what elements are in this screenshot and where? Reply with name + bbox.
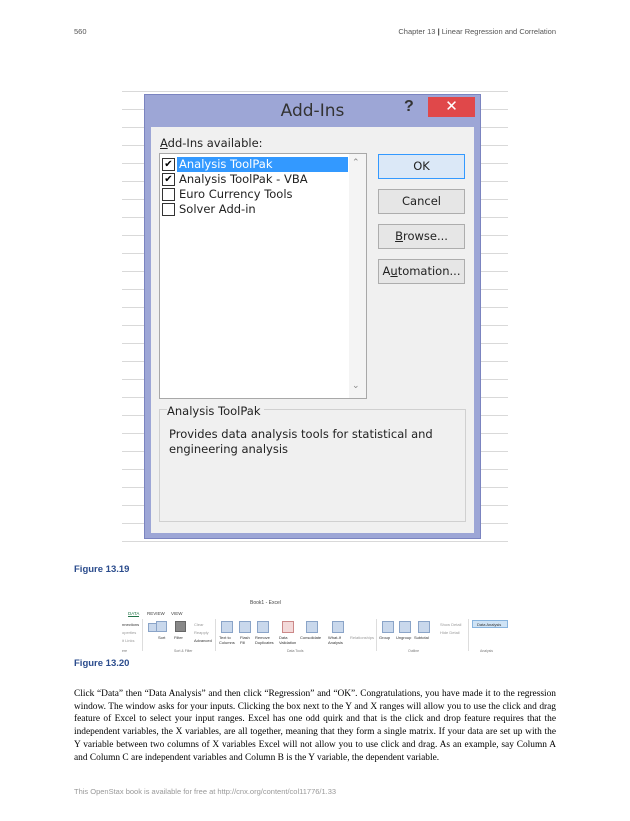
list-item[interactable] <box>162 187 348 202</box>
group-label: ere <box>122 649 128 653</box>
add-ins-dialog <box>144 94 481 539</box>
subtotal-icon[interactable] <box>418 621 430 633</box>
chapter-title: Linear Regression and Correlation <box>441 27 556 36</box>
list-item-label: Analysis ToolPak - VBA <box>179 172 308 186</box>
edit-links-item[interactable]: it Links <box>122 638 135 643</box>
remove-duplicates-icon[interactable] <box>257 621 269 633</box>
clear-button[interactable]: Clear <box>194 622 204 627</box>
list-item[interactable] <box>162 172 348 187</box>
excel-ribbon <box>122 599 508 654</box>
list-item-label: Analysis ToolPak <box>177 157 348 172</box>
dialog-client <box>151 127 474 533</box>
consolidate-icon[interactable] <box>306 621 318 633</box>
description-text: Provides data analysis tools for statistical and engineering analysis <box>169 427 433 456</box>
add-ins-available-label: Add-Ins available: <box>160 136 263 150</box>
scroll-down-icon[interactable]: ⌄ <box>352 380 360 390</box>
list-item-label: Solver Add-in <box>179 202 256 216</box>
ungroup-icon[interactable] <box>399 621 411 633</box>
running-header <box>398 27 556 36</box>
footer-note: This OpenStax book is available for free at http://cnx.org/content/col11776/1.33 <box>74 787 337 796</box>
filter-icon[interactable] <box>175 621 186 632</box>
hide-detail-button[interactable]: Hide Detail <box>440 630 460 635</box>
window-title: Book1 - Excel <box>250 600 281 606</box>
tab-review[interactable]: REVIEW <box>147 611 165 616</box>
ok-button[interactable]: OK <box>378 154 465 179</box>
data-validation-icon[interactable] <box>282 621 294 633</box>
group-data-tools: Data Tools <box>287 649 304 653</box>
relationships-button[interactable]: Relationships <box>350 635 375 640</box>
text-to-columns-icon[interactable] <box>221 621 233 633</box>
listbox-scrollbar[interactable] <box>349 154 366 398</box>
list-item-label: Euro Currency Tools <box>179 187 293 201</box>
flash-fill-button[interactable]: Flash Fill <box>240 635 250 645</box>
group-analysis: Analysis <box>480 649 494 653</box>
tab-view[interactable]: VIEW <box>171 611 183 616</box>
checkbox[interactable] <box>162 203 175 216</box>
checkbox[interactable]: ✔ <box>162 173 175 186</box>
what-if-button[interactable]: What-If Analysis <box>328 635 343 645</box>
group-button[interactable]: Group <box>379 635 391 640</box>
group-sort-filter: Sort & Filter <box>174 649 193 653</box>
ungroup-button[interactable]: Ungroup <box>396 635 412 640</box>
reapply-button[interactable]: Reapply <box>194 630 209 635</box>
group-icon[interactable] <box>382 621 394 633</box>
flash-fill-icon[interactable] <box>239 621 251 633</box>
list-item[interactable] <box>162 157 348 172</box>
close-button[interactable]: ✕ <box>428 97 475 117</box>
list-item[interactable] <box>162 202 348 217</box>
body-paragraph: Click “Data” then “Data Analysis” and then click “Regression” and “OK”. Congratulations, you have made it to the regression window. The window asks for your inputs. Clicking the box next to the Y and X ranges will allow you to use the click and drag feature of Excel to select your input ranges. Excel has one odd quirk and that is the click and drop feature requires that the independent variables, the X variables, are all together, meaning that they form a single matrix. If your data are set up with the Y variable between two columns of X variables Excel will not allow you to use click and drag. As an example, say Column A and Column C are independent variables and Column B is the Y variable, the dependent variable. <box>74 689 556 763</box>
sort-button[interactable]: Sort <box>158 635 166 640</box>
group-outline: Outline <box>408 649 420 653</box>
browse-button[interactable]: Browse... <box>378 224 465 249</box>
checkbox[interactable] <box>162 188 175 201</box>
header-separator: | <box>437 27 440 36</box>
data-validation-button[interactable]: Data Validation <box>279 635 297 645</box>
tab-data[interactable]: DATA <box>128 611 140 616</box>
subtotal-button[interactable]: Subtotal <box>414 635 429 640</box>
add-ins-listbox[interactable] <box>159 153 367 399</box>
help-icon[interactable]: ? <box>404 98 414 115</box>
consolidate-button[interactable]: Consolidate <box>300 635 322 640</box>
text-to-columns-button[interactable]: Text to Columns <box>219 635 235 645</box>
what-if-icon[interactable] <box>332 621 344 633</box>
dialog-titlebar[interactable] <box>145 95 480 126</box>
figure-caption: Figure 13.19 <box>74 564 130 575</box>
scroll-up-icon[interactable]: ⌃ <box>352 157 360 167</box>
connections-item[interactable]: nnections <box>122 622 140 627</box>
dialog-title: Add-Ins <box>280 101 345 121</box>
properties-item[interactable]: operties <box>122 630 137 635</box>
automation-button[interactable]: Automation... <box>378 259 465 284</box>
remove-duplicates-button[interactable]: Remove Duplicates <box>255 635 274 645</box>
advanced-button[interactable]: Advanced <box>194 638 212 643</box>
sort-icon[interactable] <box>156 621 167 632</box>
chapter-number: Chapter 13 <box>398 27 436 36</box>
filter-button[interactable]: Filter <box>174 635 183 640</box>
data-analysis-label: Data Analysis <box>477 622 502 627</box>
page-number: 560 <box>74 27 87 36</box>
figure-caption: Figure 13.20 <box>74 658 130 669</box>
checkbox[interactable]: ✔ <box>162 158 175 171</box>
show-detail-button[interactable]: Show Detail <box>440 622 462 627</box>
description-title: Analysis ToolPak <box>167 404 264 418</box>
cancel-button[interactable]: Cancel <box>378 189 465 214</box>
description-groupbox <box>159 409 466 522</box>
